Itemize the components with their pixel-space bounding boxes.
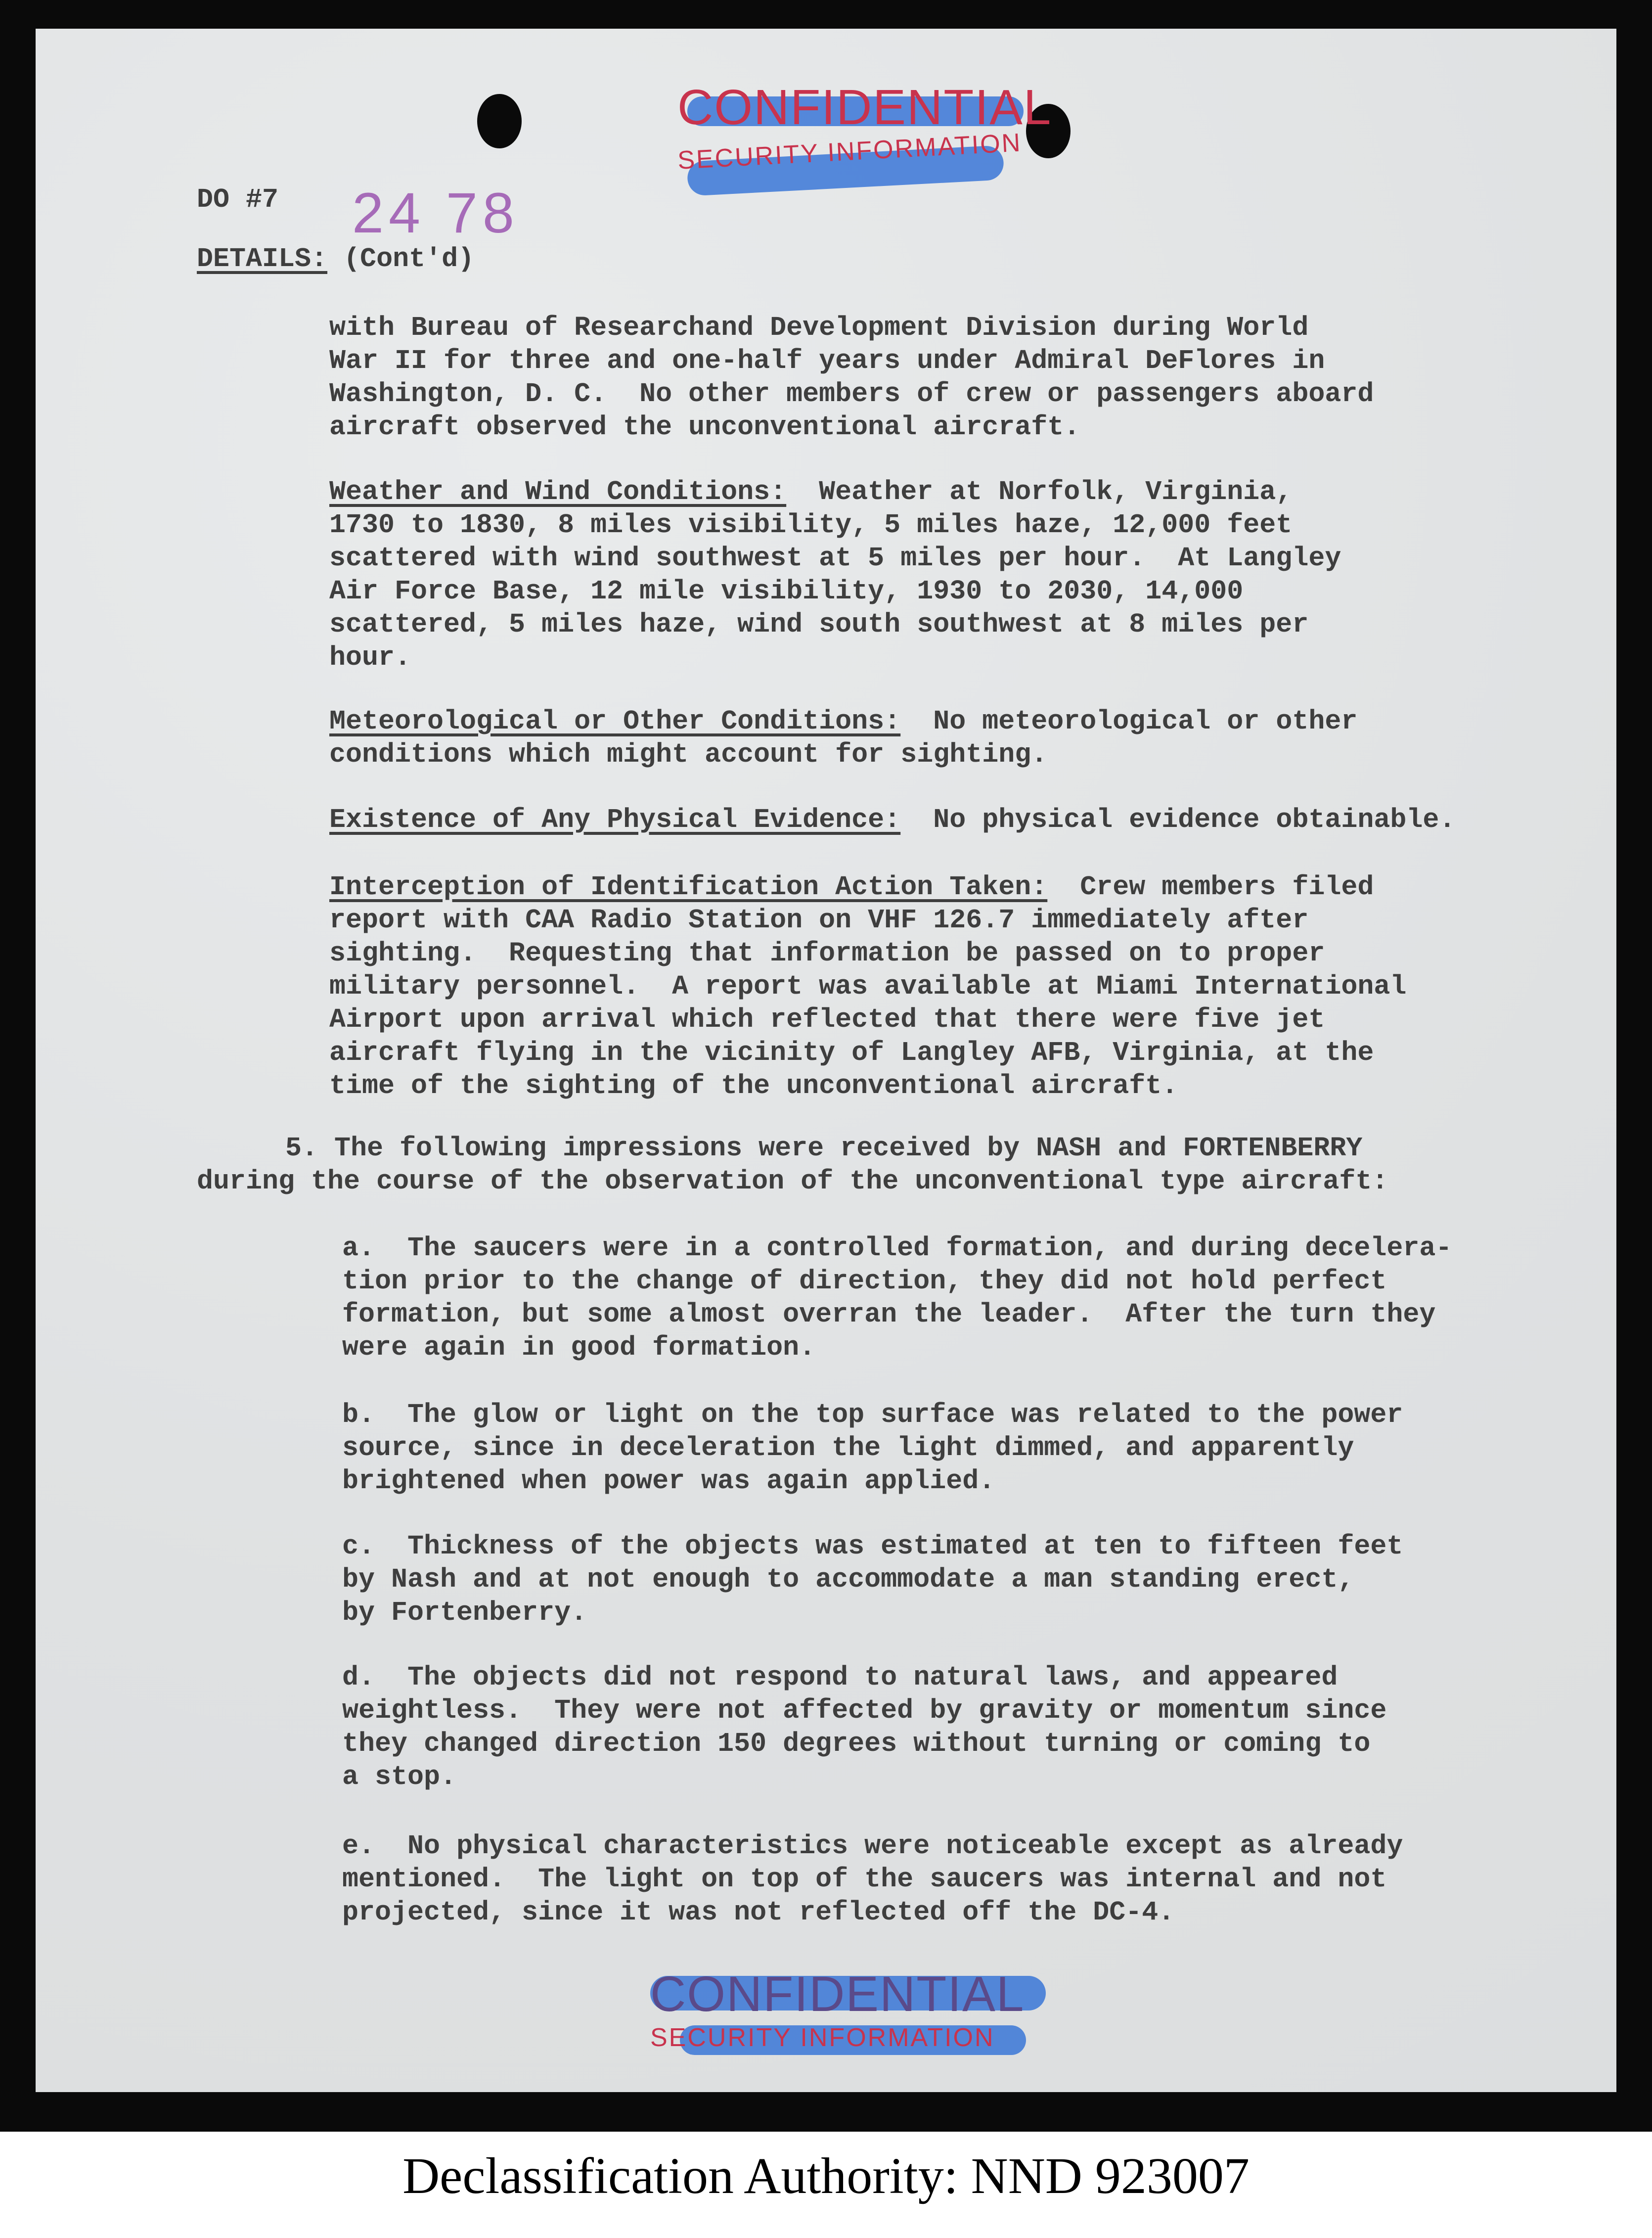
item-line <box>342 1431 1354 1464</box>
section-5-text: during the course of the observation of the unconventional type aircraft: <box>197 1166 1388 1197</box>
item-line <box>342 1863 1386 1896</box>
stamp-confidential: CONFIDENTIAL <box>677 80 1052 135</box>
item-line <box>342 1596 587 1629</box>
item-text: by Fortenberry. <box>342 1597 587 1628</box>
paragraph-line <box>329 575 1243 608</box>
item-line <box>342 1896 1174 1929</box>
paragraph-line <box>329 870 1374 904</box>
paragraph-text: Washington, D. C. No other members of crew or passengers aboard <box>329 378 1374 410</box>
item-text: c. Thickness of the objects was estimated at ten to fifteen feet <box>342 1531 1403 1562</box>
item-text: tion prior to the change of direction, they did not hold perfect <box>342 1266 1387 1297</box>
paragraph-text: Air Force Base, 12 mile visibility, 1930 to 2030, 14,000 <box>329 576 1244 607</box>
item-line <box>342 1265 1386 1298</box>
item-text: brightened when power was again applied. <box>342 1465 995 1497</box>
item-text: by Nash and at not enough to accommodate a man standing erect, <box>342 1564 1354 1595</box>
paragraph-text: sighting. Requesting that information be passed on to proper <box>329 938 1325 969</box>
paragraph-text: 1730 to 1830, 8 miles visibility, 5 miles haze, 12,000 feet <box>329 509 1293 541</box>
paragraph-text: with Bureau of Researchand Development Division during World <box>329 312 1309 343</box>
paragraph-line <box>329 738 1047 771</box>
item-line <box>342 1232 1452 1265</box>
section-5-line <box>285 1132 1362 1165</box>
declassification-caption: Declassification Authority: NND 923007 <box>402 2147 1250 2204</box>
paragraph-line <box>329 411 1080 444</box>
paragraph-line <box>329 641 411 674</box>
paragraph-heading: Existence of Any Physical Evidence: <box>329 804 901 835</box>
item-line <box>342 1331 815 1364</box>
punch-hole <box>477 94 522 148</box>
details-label: DETAILS: <box>197 243 328 274</box>
item-text: weightless. They were not affected by gravity or momentum since <box>342 1695 1387 1726</box>
item-line <box>342 1829 1403 1863</box>
paragraph-line <box>329 1036 1374 1069</box>
paragraph-line <box>329 1003 1325 1036</box>
paragraph-line <box>329 475 1292 508</box>
paragraph-text: No meteorological or other <box>900 706 1358 737</box>
paragraph-text: military personnel. A report was available at Miami International <box>329 971 1407 1002</box>
paragraph-line <box>329 1069 1178 1102</box>
item-text: were again in good formation. <box>342 1332 816 1363</box>
paragraph-text: aircraft observed the unconventional aircraft. <box>329 411 1080 443</box>
paragraph-line <box>329 542 1341 575</box>
item-line <box>342 1661 1338 1694</box>
paragraph-text: scattered, 5 miles haze, wind south southwest at 8 miles per <box>329 609 1309 640</box>
paragraph-line <box>329 937 1325 970</box>
document-number: DO #7 <box>197 184 279 215</box>
paragraph-text: Weather at Norfolk, Virginia, <box>786 476 1293 507</box>
item-text: mentioned. The light on top of the saucers was internal and not <box>342 1864 1387 1895</box>
item-line <box>342 1530 1403 1563</box>
paragraph-heading: Meteorological or Other Conditions: <box>329 706 901 737</box>
item-line <box>342 1563 1354 1596</box>
paragraph-line <box>329 970 1406 1003</box>
item-text: b. The glow or light on the top surface was related to the power <box>342 1399 1403 1430</box>
paragraph-heading: Interception of Identification Action Taken: <box>329 871 1048 903</box>
item-line <box>342 1398 1403 1431</box>
item-text: formation, but some almost overran the leader. After the turn they <box>342 1299 1436 1330</box>
item-line <box>342 1727 1370 1760</box>
item-text: e. No physical characteristics were noticeable except as already <box>342 1830 1403 1862</box>
handwritten-number: 24 78 <box>352 182 519 245</box>
paragraph-line <box>329 705 1357 738</box>
item-line <box>342 1760 456 1793</box>
section-5-text: 5. The following impressions were received by NASH and FORTENBERRY <box>285 1133 1363 1164</box>
paragraph-line <box>329 344 1325 377</box>
item-text: they changed direction 150 degrees without turning or coming to <box>342 1728 1371 1759</box>
details-heading <box>197 242 474 275</box>
item-text: a stop. <box>342 1761 457 1792</box>
paragraph-line <box>329 508 1292 542</box>
stamp-security-information: SECURITY INFORMATION <box>677 128 1023 175</box>
paragraph-line <box>329 311 1308 344</box>
item-text: d. The objects did not respond to natural laws, and appeared <box>342 1662 1338 1693</box>
details-suffix: (Cont'd) <box>327 243 475 274</box>
stamp-confidential: CONFIDENTIAL <box>650 1966 1025 2022</box>
item-text: source, since in deceleration the light dimmed, and apparently <box>342 1432 1354 1463</box>
paragraph-line <box>329 608 1308 641</box>
paragraph-line <box>329 904 1308 937</box>
item-text: projected, since it was not reflected off the DC-4. <box>342 1897 1175 1928</box>
paragraph-text: hour. <box>329 642 411 673</box>
paragraph-text: conditions which might account for sighting. <box>329 739 1048 770</box>
paragraph-line <box>329 377 1374 411</box>
paragraph-text: report with CAA Radio Station on VHF 126.7 immediately after <box>329 905 1309 936</box>
paragraph-text: No physical evidence obtainable. <box>900 804 1456 835</box>
confidential-stamp-top <box>677 79 1052 175</box>
paragraph-text: War II for three and one-half years under Admiral DeFlores in <box>329 345 1325 376</box>
paragraph-heading: Weather and Wind Conditions: <box>329 476 787 507</box>
paragraph-text: scattered with wind southwest at 5 miles per hour. At Langley <box>329 543 1341 574</box>
paragraph-text: Airport upon arrival which reflected that there were five jet <box>329 1004 1325 1035</box>
paragraph-text: time of the sighting of the unconventional aircraft. <box>329 1070 1178 1101</box>
item-text: a. The saucers were in a controlled formation, and during decelera- <box>342 1233 1452 1264</box>
item-line <box>342 1298 1435 1331</box>
paragraph-line <box>329 803 1455 836</box>
section-5-line <box>197 1165 1388 1198</box>
item-line <box>342 1694 1386 1727</box>
paragraph-text: Crew members filed <box>1047 871 1374 903</box>
confidential-stamp-bottom <box>650 1966 1025 2053</box>
item-line <box>342 1464 995 1498</box>
paragraph-text: aircraft flying in the vicinity of Langley AFB, Virginia, at the <box>329 1037 1374 1068</box>
stamp-security-information: SECURITY INFORMATION <box>650 2023 995 2052</box>
